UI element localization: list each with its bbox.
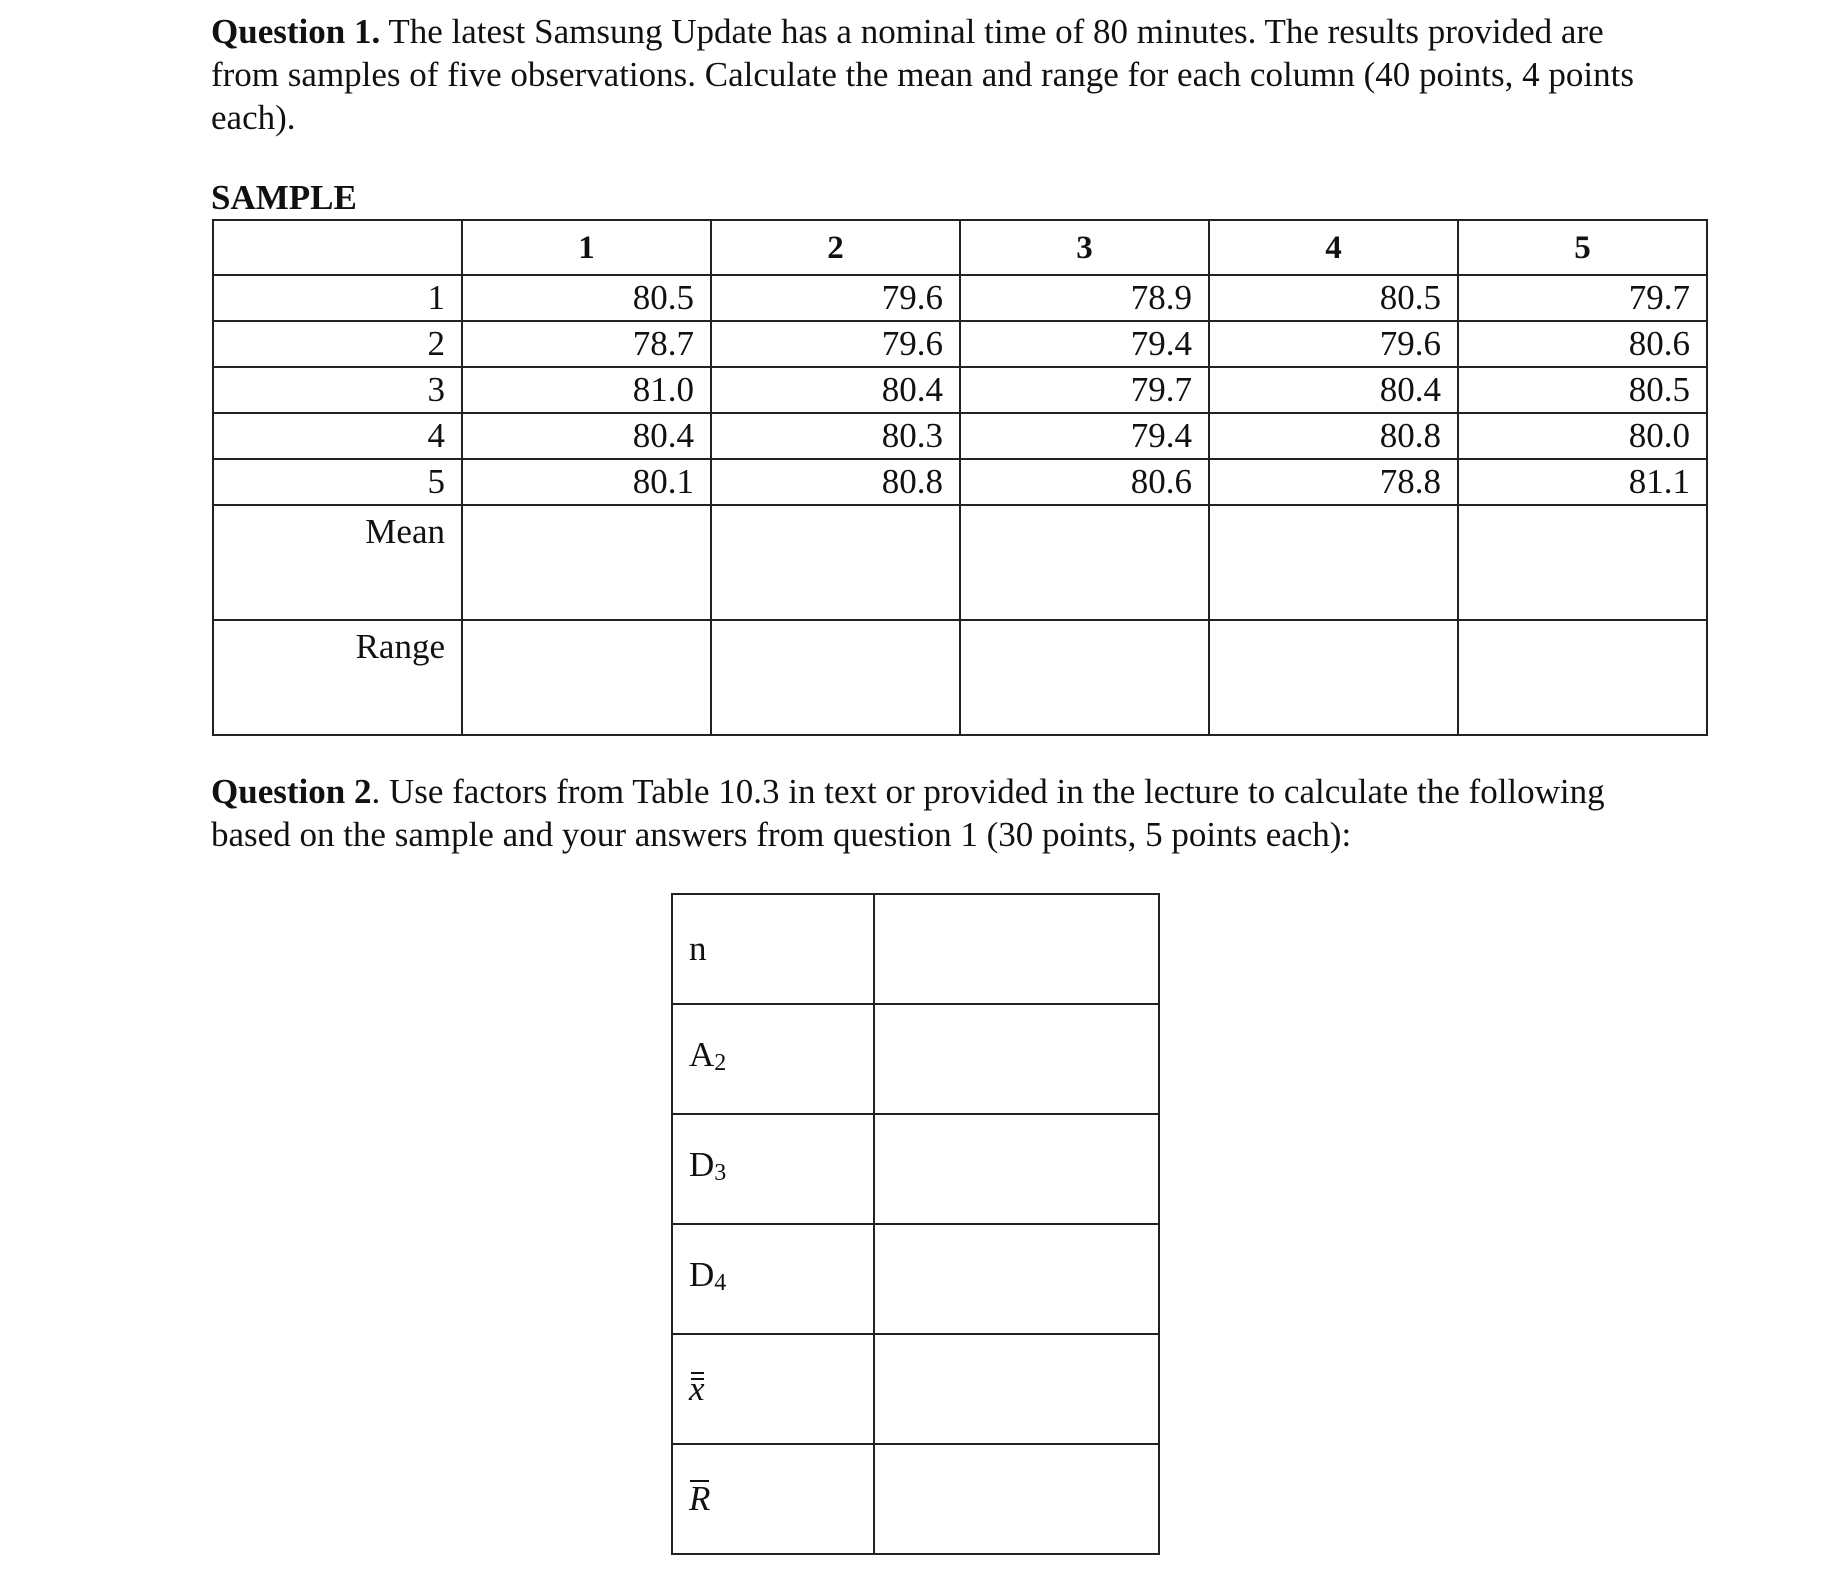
- table-row: [213, 275, 1707, 321]
- mean-row: [213, 505, 1707, 620]
- factor-row-d4: [672, 1224, 1159, 1334]
- observation-value: 79.6: [711, 321, 960, 367]
- table-row: [213, 321, 1707, 367]
- factor-label-d3: [672, 1114, 874, 1224]
- range-answer-cell[interactable]: [960, 620, 1209, 735]
- factor-label-n: n: [672, 894, 874, 1004]
- range-answer-cell[interactable]: [711, 620, 960, 735]
- observation-value: 80.5: [462, 275, 711, 321]
- range-label: Range: [213, 620, 462, 735]
- observation-value: 79.6: [711, 275, 960, 321]
- observation-value: 80.0: [1458, 413, 1707, 459]
- header-cell-sample-2: 2: [711, 220, 960, 275]
- mean-answer-cell[interactable]: [1209, 505, 1458, 620]
- observation-value: 80.8: [711, 459, 960, 505]
- factor-d3-base: D: [689, 1145, 715, 1184]
- mean-label: Mean: [213, 505, 462, 620]
- factor-answer-xbarbar[interactable]: [874, 1334, 1159, 1444]
- observation-label: 1: [213, 275, 462, 321]
- header-cell-sample-1: 1: [462, 220, 711, 275]
- factor-answer-n[interactable]: [874, 894, 1159, 1004]
- table-row: [213, 413, 1707, 459]
- observation-value: 81.1: [1458, 459, 1707, 505]
- question-2-label: Question 2: [211, 772, 372, 811]
- observation-value: 79.6: [1209, 321, 1458, 367]
- header-cell-sample-4: 4: [1209, 220, 1458, 275]
- observation-value: 79.4: [960, 413, 1209, 459]
- factor-row-d3: [672, 1114, 1159, 1224]
- observation-label: 4: [213, 413, 462, 459]
- question-2-text: [211, 770, 1671, 856]
- header-cell-blank: [213, 220, 462, 275]
- factor-label-xbarbar: [672, 1334, 874, 1444]
- range-row: [213, 620, 1707, 735]
- range-answer-cell[interactable]: [1458, 620, 1707, 735]
- observation-value: 80.8: [1209, 413, 1458, 459]
- table-row: [213, 459, 1707, 505]
- observation-value: 79.4: [960, 321, 1209, 367]
- factor-answer-d4[interactable]: [874, 1224, 1159, 1334]
- factor-a2-sub: 2: [714, 1050, 727, 1076]
- observation-label: 5: [213, 459, 462, 505]
- mean-answer-cell[interactable]: [1458, 505, 1707, 620]
- range-answer-cell[interactable]: [1209, 620, 1458, 735]
- observation-value: 80.6: [960, 459, 1209, 505]
- factor-row-xbarbar: [672, 1334, 1159, 1444]
- observation-value: 78.9: [960, 275, 1209, 321]
- sample-table-header-row: [213, 220, 1707, 275]
- observation-value: 80.3: [711, 413, 960, 459]
- observation-value: 80.4: [711, 367, 960, 413]
- question-2-body: . Use factors from Table 10.3 in text or provided in the lecture to calculate the following based on the sample and your answers from question 1 (30 points, 5 points each):: [211, 772, 1605, 854]
- observation-value: 80.4: [462, 413, 711, 459]
- observation-value: 78.7: [462, 321, 711, 367]
- mean-answer-cell[interactable]: [960, 505, 1209, 620]
- sample-label: SAMPLE: [211, 178, 357, 217]
- observation-value: 79.7: [960, 367, 1209, 413]
- factor-table: [671, 893, 1160, 1555]
- observation-value: 78.8: [1209, 459, 1458, 505]
- r-bar-symbol: R: [689, 1479, 711, 1518]
- factor-label-rbar: [672, 1444, 874, 1554]
- observation-value: 80.1: [462, 459, 711, 505]
- factor-answer-d3[interactable]: [874, 1114, 1159, 1224]
- observation-label: 3: [213, 367, 462, 413]
- factor-d4-base: D: [689, 1255, 715, 1294]
- header-cell-sample-3: 3: [960, 220, 1209, 275]
- mean-answer-cell[interactable]: [711, 505, 960, 620]
- factor-answer-a2[interactable]: [874, 1004, 1159, 1114]
- factor-row-rbar: [672, 1444, 1159, 1554]
- range-answer-cell[interactable]: [462, 620, 711, 735]
- observation-value: 79.7: [1458, 275, 1707, 321]
- factor-d3-sub: 3: [714, 1160, 727, 1186]
- observation-value: 80.5: [1209, 275, 1458, 321]
- question-1-text: [211, 10, 1641, 139]
- observation-value: 81.0: [462, 367, 711, 413]
- header-cell-sample-5: 5: [1458, 220, 1707, 275]
- x-double-bar-symbol: x: [689, 1369, 705, 1408]
- factor-row-n: [672, 894, 1159, 1004]
- factor-a2-base: A: [689, 1035, 715, 1074]
- sample-table: [212, 219, 1708, 736]
- factor-label-d4: [672, 1224, 874, 1334]
- observation-value: 80.4: [1209, 367, 1458, 413]
- factor-label-a2: [672, 1004, 874, 1114]
- table-row: [213, 367, 1707, 413]
- observation-label: 2: [213, 321, 462, 367]
- factor-answer-rbar[interactable]: [874, 1444, 1159, 1554]
- observation-value: 80.6: [1458, 321, 1707, 367]
- observation-value: 80.5: [1458, 367, 1707, 413]
- factor-row-a2: [672, 1004, 1159, 1114]
- factor-d4-sub: 4: [714, 1270, 727, 1296]
- question-1-body: The latest Samsung Update has a nominal time of 80 minutes. The results provided are from samples of five observations. Calculate the mean and range for each column (40 points, 4 points each).: [211, 12, 1634, 137]
- mean-answer-cell[interactable]: [462, 505, 711, 620]
- question-1-label: Question 1.: [211, 12, 381, 51]
